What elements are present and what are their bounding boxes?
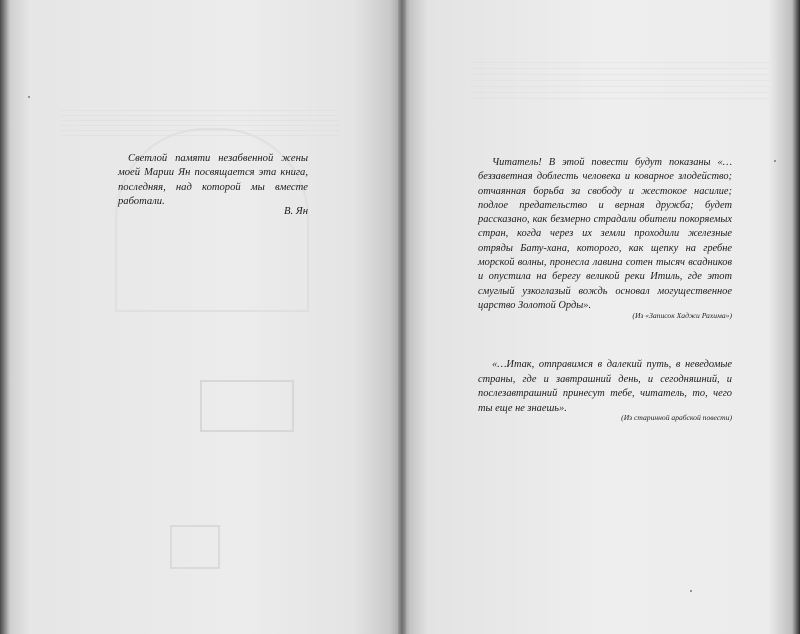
epigraph-main: Читатель! В этой повести будут показаны «…беззаветная доблесть человека и коварное злодейство; отчаянная борьба за свободу и жестокое насилие; подлое предательство и верная дружба; будет рассказано, как безмерно страдали обители покоряемых стран, когда через их земли проходили железные отряды Бату-хана, которого, как щепку на гребне морской волны, пронесла лавина сотен тысяч всадников и опустила на берегу великой реки Итиль, где этот смуглый узкоглазый вождь основал могущественное царство Золотой Орды».: [478, 157, 732, 311]
book-gutter: [398, 0, 406, 634]
show-through-frame: [200, 380, 294, 432]
paper-speck: [774, 160, 776, 162]
show-through-lines-right: [470, 62, 770, 102]
dedication-signature: В. Ян: [284, 206, 308, 217]
epigraph-main-source: (Из «Записок Хаджи Рахима»): [632, 311, 732, 320]
show-through-ornament: [170, 525, 220, 569]
dedication-text: Светлой памяти незабвенной жены моей Марии Ян посвящается эта книга, последняя, над которой мы вместе работали.: [118, 153, 308, 208]
paper-speck: [690, 590, 692, 592]
paper-speck: [28, 96, 30, 98]
epigraph-second: «…Итак, отправимся в далекий путь, в неведомые страны, где и завтрашний день, и сегодняшний, и послезавтрашний принесут тебе, читатель, то, чего ты еще не знаешь».: [478, 359, 732, 414]
epigraph-second-source: (Из старинной арабской повести): [621, 413, 732, 422]
